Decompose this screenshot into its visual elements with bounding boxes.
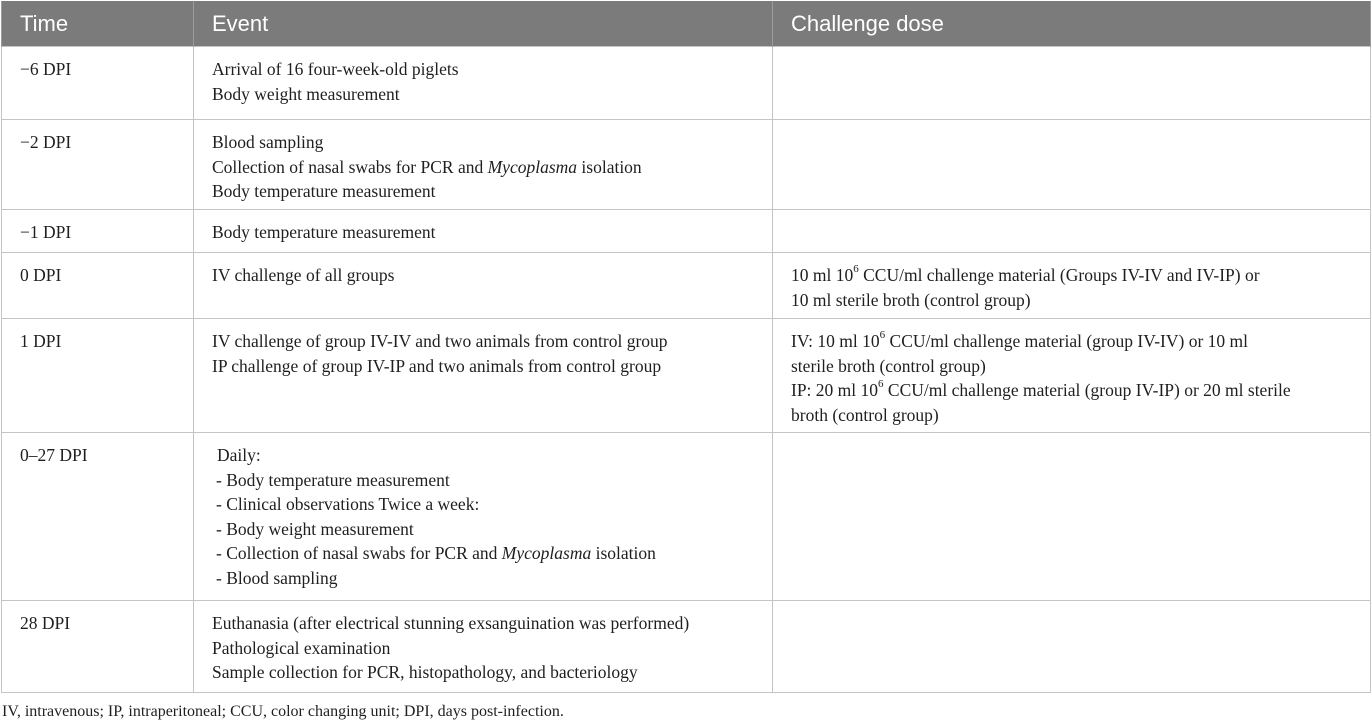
event-cell: [194, 601, 773, 693]
dose-cell: [773, 319, 1371, 433]
table-row: [2, 253, 1371, 319]
dose-exponent: 6: [853, 263, 859, 276]
header-challenge-dose: Challenge dose: [773, 1, 1371, 47]
dose-cell: [773, 210, 1371, 253]
dose-text: CCU/ml challenge material (Groups IV-IV and IV-IP) or: [858, 265, 1260, 285]
dose-line: [791, 378, 1352, 403]
header-event: Event: [194, 1, 773, 47]
time-cell: −2 DPI: [2, 120, 194, 210]
event-line: - Clinical observations Twice a week:: [216, 494, 480, 514]
dose-line: sterile broth (control group): [791, 355, 986, 376]
event-line: [216, 541, 754, 566]
dose-cell: [773, 433, 1371, 601]
dose-text: CCU/ml challenge material (group IV-IP) or 20 ml sterile: [883, 380, 1291, 400]
event-text: isolation: [591, 543, 656, 563]
event-line: Euthanasia (after electrical stunning exsanguination was performed): [212, 613, 690, 633]
table-header: [2, 1, 1371, 47]
event-text: isolation: [577, 156, 642, 177]
event-line: Body temperature measurement: [212, 181, 436, 201]
event-italic-text: Mycoplasma: [487, 156, 578, 177]
dose-exponent: 6: [879, 329, 886, 342]
event-line: - Body weight measurement: [216, 518, 414, 539]
dose-line: [791, 329, 1352, 354]
dose-text: IP: 20 ml 10: [791, 380, 879, 400]
dose-line: broth (control group): [791, 404, 939, 425]
event-text: - Collection of nasal swabs for PCR and: [216, 543, 502, 563]
time-cell: 28 DPI: [2, 601, 194, 693]
table-row: [2, 47, 1371, 120]
event-line: Arrival of 16 four-week-old piglets: [212, 59, 459, 79]
event-text: Collection of nasal swabs for PCR and: [212, 156, 488, 177]
event-cell: [194, 120, 773, 210]
table-row: [2, 210, 1371, 253]
dose-exponent: 6: [878, 378, 884, 391]
event-line: - Body temperature measurement: [216, 469, 450, 490]
event-line: Sample collection for PCR, histopathology, and bacteriology: [212, 662, 638, 682]
time-cell: −1 DPI: [2, 210, 194, 253]
table-row: [2, 120, 1371, 210]
event-line: [212, 155, 754, 180]
event-cell: [194, 253, 773, 319]
dose-text: IV: 10 ml 10: [791, 331, 880, 351]
event-cell: [194, 433, 773, 601]
time-cell: 0–27 DPI: [2, 433, 194, 601]
dose-text: 10 ml 10: [791, 265, 854, 285]
event-line: IV challenge of all groups: [212, 265, 395, 285]
time-cell: 0 DPI: [2, 253, 194, 319]
event-cell: [194, 210, 773, 253]
event-line: - Blood sampling: [216, 567, 338, 588]
header-row: [2, 1, 1371, 47]
table-row: [2, 601, 1371, 693]
event-line: IV challenge of group IV-IV and two animals from control group: [212, 331, 668, 351]
table-row: [2, 433, 1371, 601]
event-cell: [194, 47, 773, 120]
table-footnote: IV, intravenous; IP, intraperitoneal; CCU, color changing unit; DPI, days post-infection.: [2, 703, 564, 720]
event-line: IP challenge of group IV-IP and two animals from control group: [212, 355, 662, 376]
dose-cell: [773, 253, 1371, 319]
dose-text: CCU/ml challenge material (group IV-IV) or 10 ml: [885, 331, 1249, 351]
time-cell: 1 DPI: [2, 319, 194, 433]
header-time: Time: [2, 1, 194, 47]
event-line: Body weight measurement: [212, 83, 400, 104]
event-line: Blood sampling: [212, 132, 324, 152]
schedule-table: [1, 1, 1371, 693]
dose-cell: [773, 601, 1371, 693]
event-line: Daily:: [217, 445, 261, 465]
dose-cell: [773, 120, 1371, 210]
event-cell: [194, 319, 773, 433]
event-italic-text: Mycoplasma: [501, 543, 592, 563]
dose-line: [791, 263, 1352, 288]
event-line: Body temperature measurement: [212, 222, 436, 242]
dose-cell: [773, 47, 1371, 120]
table-row: [2, 319, 1371, 433]
dose-line: 10 ml sterile broth (control group): [791, 289, 1031, 310]
time-cell: −6 DPI: [2, 47, 194, 120]
event-line: Pathological examination: [212, 637, 391, 658]
